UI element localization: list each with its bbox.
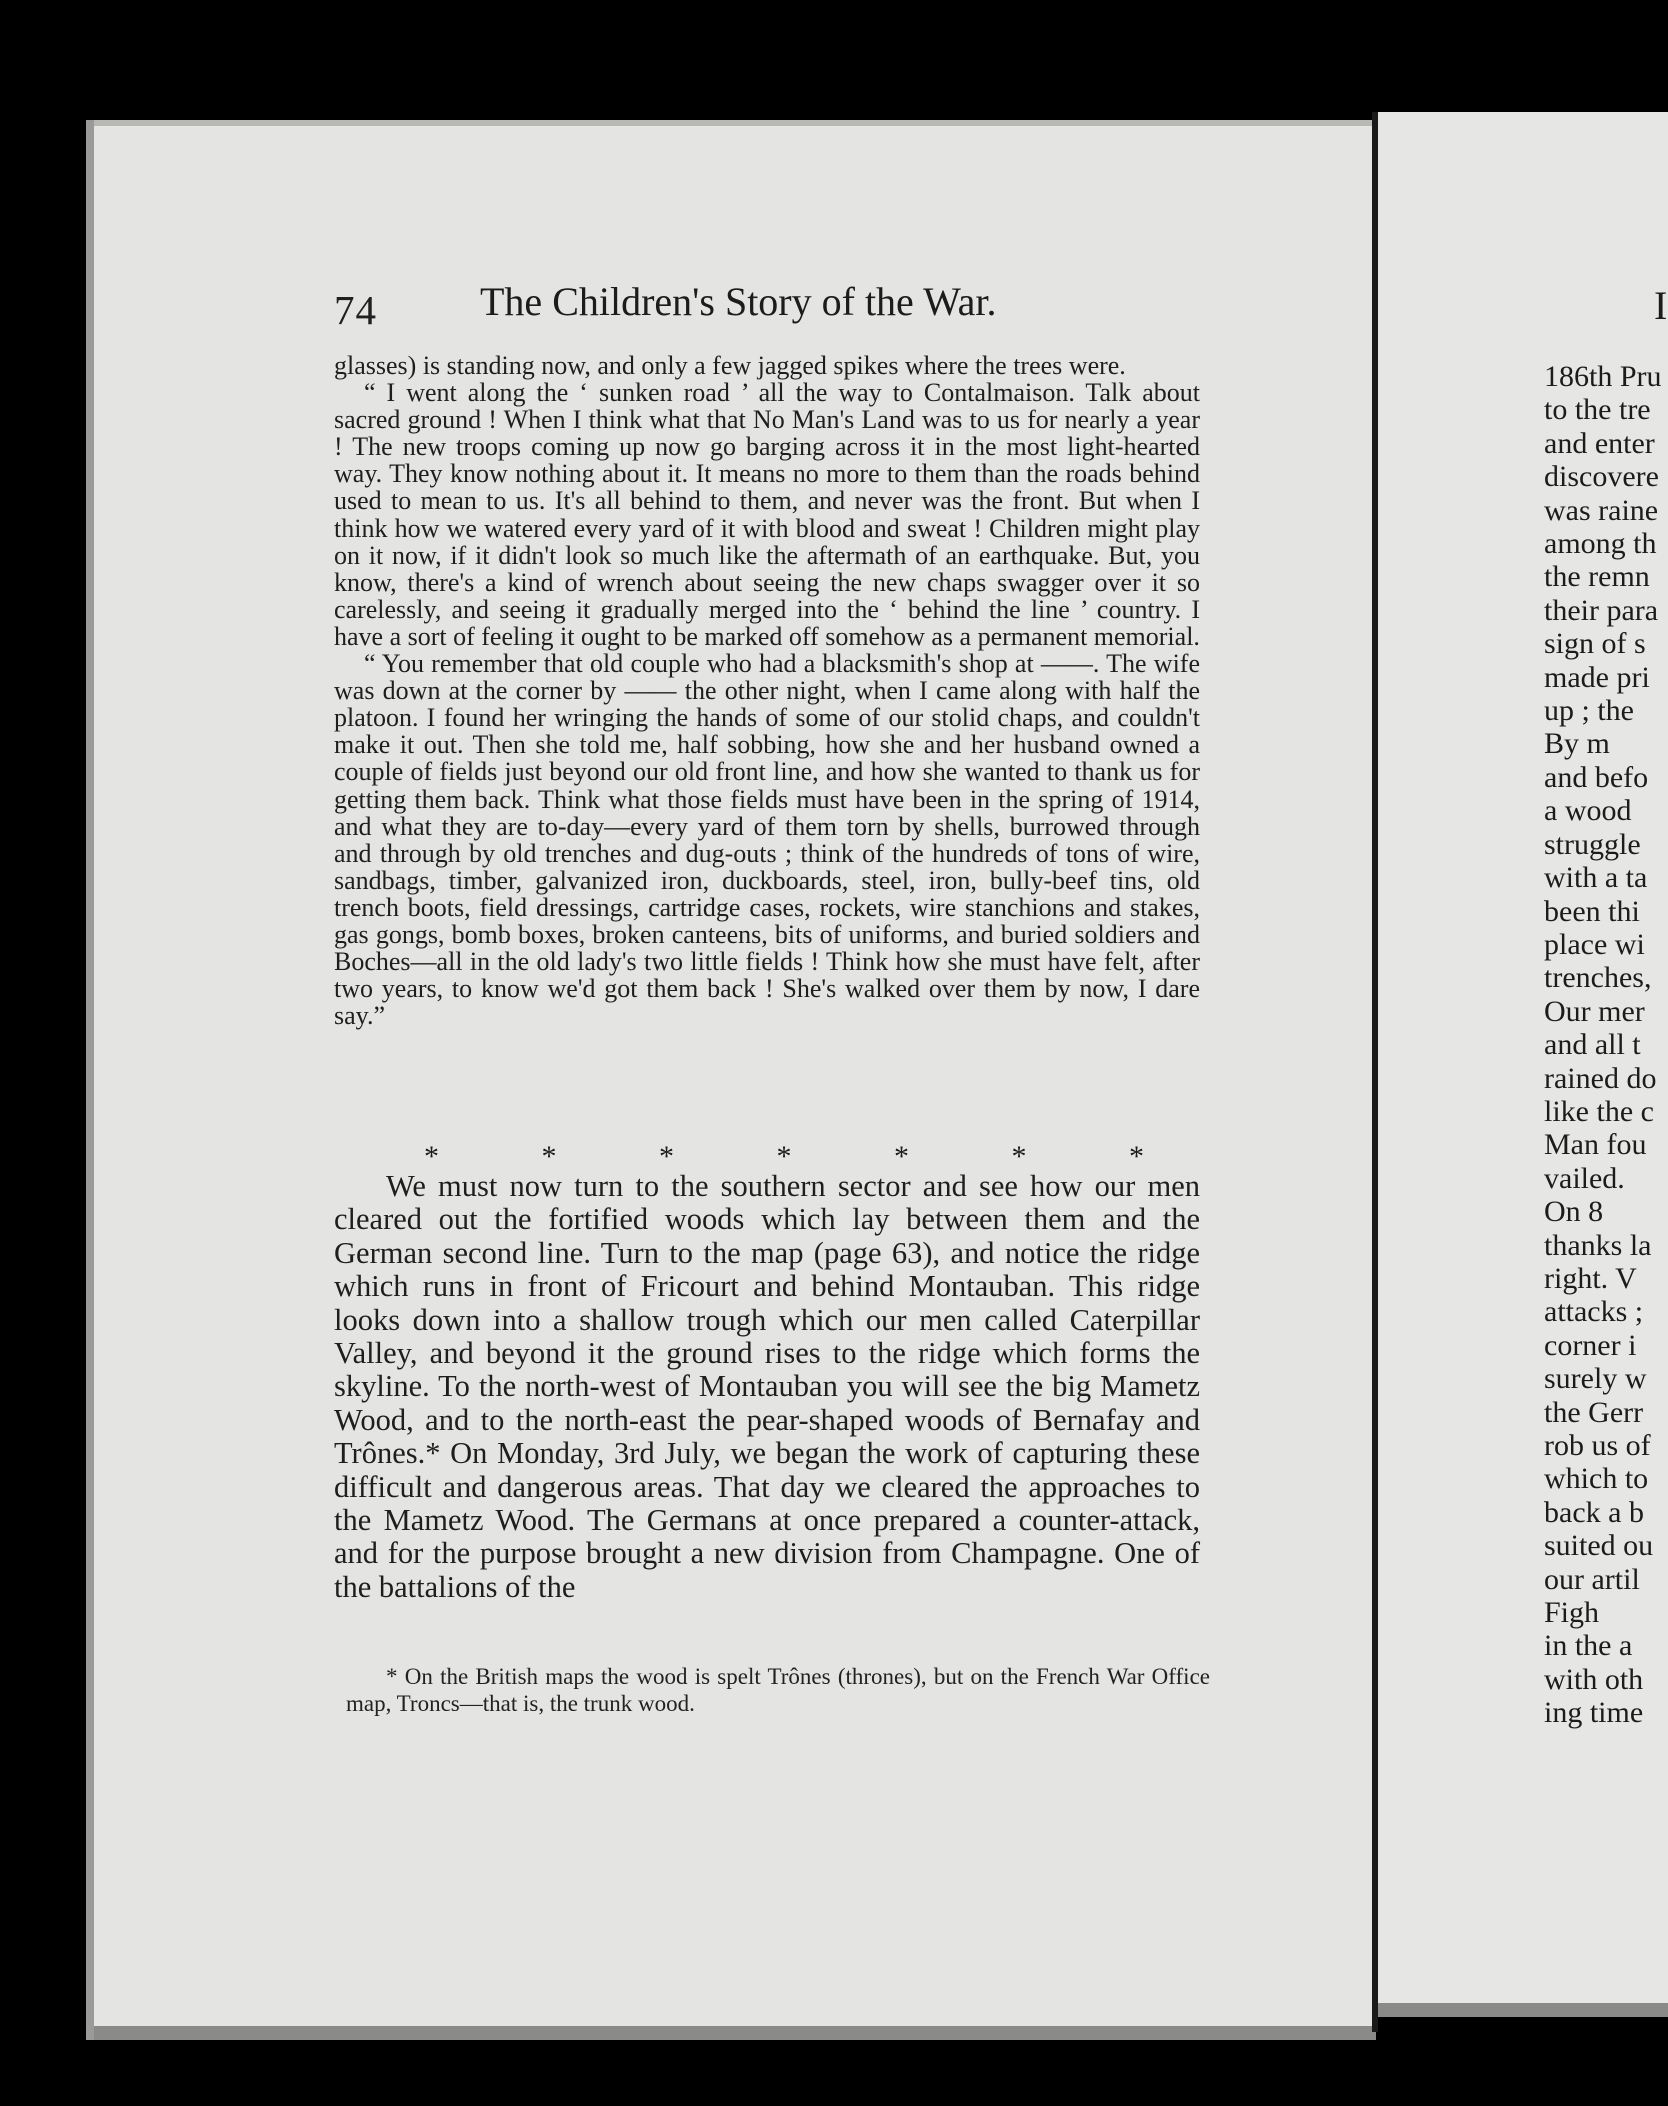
right-page-line: which to (1544, 1462, 1649, 1496)
right-page-line: was raine (1544, 493, 1659, 527)
page-header (0, 278, 1668, 338)
right-page-line: surely w (1544, 1362, 1647, 1396)
footnote-text: * On the British maps the wood is spelt Trônes (thrones), but on the French War Office map, Troncs—that is, the trunk wood. (346, 1664, 1210, 1716)
asterisk: * (1011, 1140, 1027, 1173)
running-head: The Children's Story of the War. (480, 279, 997, 324)
asterisk: * (1129, 1140, 1144, 1173)
footnote (346, 1664, 1210, 1717)
right-page-line: right. V (1544, 1261, 1637, 1295)
right-page-line: Figh (1544, 1596, 1600, 1630)
right-page-line: in the a (1544, 1629, 1633, 1663)
main-text (334, 1170, 1200, 1604)
right-page-line: to the tre (1544, 393, 1651, 427)
right-page-line: made pri (1544, 660, 1650, 694)
right-page-line: our artil (1544, 1562, 1640, 1596)
right-page-line: been thi (1544, 894, 1640, 928)
right-page-line: vailed. (1544, 1161, 1625, 1195)
page-number: 74 (334, 287, 377, 333)
asterisk: * (541, 1140, 557, 1173)
right-page-line: and all t (1544, 1028, 1641, 1062)
right-page-line: On 8 (1544, 1195, 1604, 1229)
right-page-line: Man fou (1544, 1128, 1647, 1162)
right-page-line: a wood (1544, 794, 1632, 828)
quoted-passage (334, 352, 1200, 1029)
asterisk: * (424, 1140, 439, 1173)
right-page-line: corner i (1544, 1328, 1637, 1362)
asterisk: * (776, 1140, 792, 1173)
right-page-line: among th (1544, 527, 1657, 561)
right-page-line: struggle (1544, 827, 1641, 861)
right-page-line: place wi (1544, 927, 1645, 961)
asterisk: * (659, 1140, 674, 1173)
right-page-line: and befo (1544, 760, 1649, 794)
right-page-line: like the c (1544, 1094, 1654, 1128)
right-running-head: I (1654, 283, 1668, 328)
paragraph-3: “ You remember that old couple who had a blacksmith's shop at ——. The wife was down at the corner by —— the other night, when I came along with half the platoon. I found her wringing the hands of some of our stolid chaps, and couldn't make it out. Then she told me, half sobbing, how she and her husband owned a couple of fields just beyond our old front line, and how she wanted to thank us for getting them back. Think what those fields must have been in the spring of 1914, and what they are to-day—every yard of them torn by shells, burrowed through and through by old trenches and dug-outs ; think of the hundreds of tons of wire, sandbags, timber, galvanized iron, duckboards, steel, iron, bully-beef tins, old trench boots, field dressings, cartridge cases, rockets, wire stanchions and stakes, gas gongs, bomb boxes, broken canteens, bits of uniforms, and buried soldiers and Boches—all in the old lady's two little fields ! Think how she must have felt, after two years, to know we'd got them back ! She's walked over them by now, I dare say.” (334, 649, 1200, 1031)
right-page-line: and enter (1544, 426, 1655, 460)
right-page-line: thanks la (1544, 1228, 1652, 1262)
paragraph-2: “ I went along the ‘ sunken road ’ all the way to Contalmaison. Talk about sacred ground ! When I think what that No Man's Land was to us for nearly a year ! The new troops coming up now go barging across it in the most light-hearted way. They know nothing about it. It means no more to them than the roads behind used to mean to us. It's all behind to them, and never was the front. But when I think how we watered every yard of it with blood and sweat ! Children might play on it now, if it didn't look so much like the aftermath of an earthquake. But, you know, there's a kind of wrench about seeing the new chaps swagger over it so carelessly, and seeing it gradually merged into the ‘ behind the line ’ country. I have a sort of feeling it ought to be marked off somehow as a permanent memorial. (334, 378, 1200, 651)
right-page-line: with a ta (1544, 861, 1648, 895)
right-page-line: 186th Pru (1544, 360, 1662, 393)
right-page-line: By m (1544, 727, 1610, 761)
right-page-line: suited ou (1544, 1529, 1654, 1563)
right-page-line: the remn (1544, 560, 1650, 594)
right-page-line: trenches, (1544, 961, 1652, 995)
right-page-text (1544, 360, 1668, 1730)
right-page-line: attacks ; (1544, 1295, 1644, 1329)
right-page-line: back a b (1544, 1495, 1644, 1529)
paragraph-1: glasses) is standing now, and only a few jagged spikes where the trees were. (334, 351, 1126, 380)
right-page-line: the Gerr (1544, 1395, 1644, 1429)
right-page-line: up ; the (1544, 694, 1634, 728)
right-page-line: discovere (1544, 460, 1659, 494)
right-page-line: rained do (1544, 1061, 1657, 1095)
right-page-line: with oth (1544, 1662, 1644, 1696)
right-page-line: Our mer (1544, 994, 1645, 1028)
right-page-line: their para (1544, 593, 1659, 627)
right-page-line: rob us of (1544, 1429, 1651, 1462)
right-page-line: ing time (1544, 1696, 1644, 1730)
main-paragraph: We must now turn to the southern sector and see how our men cleared out the fortified woods which lay between them and the German second line. Turn to the map (page 63), and notice the ridge which runs in front of Fricourt and behind Montauban. This ridge looks down into a shallow trough which our men called Caterpillar Valley, and beyond it the ground rises to the ridge which forms the skyline. To the north-west of Montauban you will see the big Mametz Wood, and to the north-east the pear-shaped woods of Bernafay and Trônes.* On Monday, 3rd July, we began the work of capturing these difficult and dangerous areas. That day we cleared the approaches to the Mametz Wood. The Germans at once prepared a counter-attack, and for the purpose brought a new division from Champagne. One of the battalions of the (334, 1169, 1200, 1604)
asterisk: * (894, 1140, 909, 1173)
right-page-line: sign of s (1544, 627, 1646, 661)
